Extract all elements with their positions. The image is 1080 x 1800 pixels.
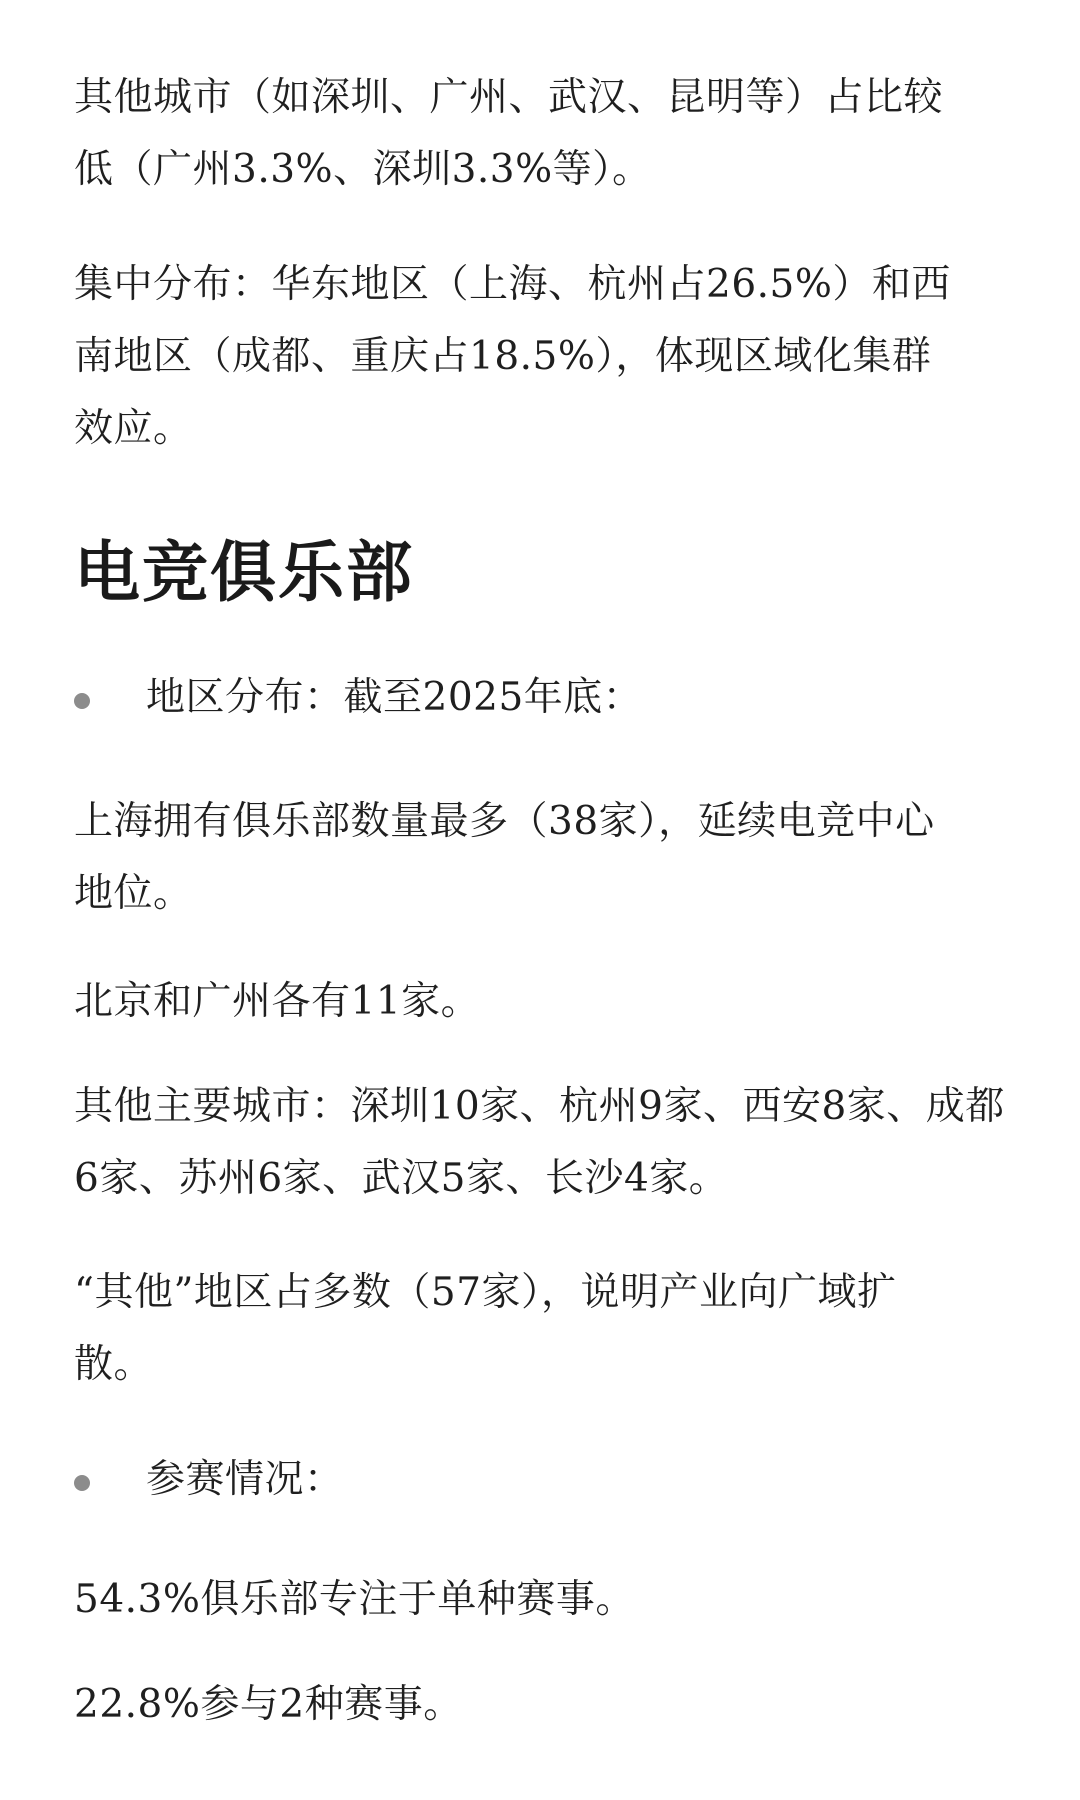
paragraph-other-cities: 其他城市（如深圳、广州、武汉、昆明等）占比较低（广州3.3%、深圳3.3%等）。 — [74, 75, 944, 192]
paragraph-single-event: 54.3%俱乐部专注于单种赛事。 — [74, 1577, 635, 1622]
bullet-region-distribution — [74, 662, 1006, 734]
section-heading: 电竞俱乐部 — [74, 533, 414, 611]
paragraph-two-events: 22.8%参与2种赛事。 — [74, 1682, 463, 1727]
bullet-dot-icon — [74, 693, 90, 709]
paragraph-shanghai: 上海拥有俱乐部数量最多（38家），延续电竞中心地位。 — [74, 799, 935, 916]
paragraph-cluster-distribution: 集中分布：华东地区（上海、杭州占26.5%）和西南地区（成都、重庆占18.5%），体现区域化集群效应。 — [74, 262, 951, 451]
bullet-participation — [74, 1444, 1006, 1516]
paragraph-other-regions: “其他”地区占多数（57家），说明产业向广域扩散。 — [74, 1270, 897, 1387]
paragraph-beijing-guangzhou: 北京和广州各有11家。 — [74, 979, 481, 1024]
bullet-dot-icon — [74, 1475, 90, 1491]
paragraph-other-major-cities: 其他主要城市：深圳10家、杭州9家、西安8家、成都6家、苏州6家、武汉5家、长沙4家。 — [74, 1084, 1005, 1201]
bullet-label: 地区分布：截至2025年底： — [146, 675, 643, 720]
bullet-label: 参赛情况： — [146, 1457, 344, 1502]
